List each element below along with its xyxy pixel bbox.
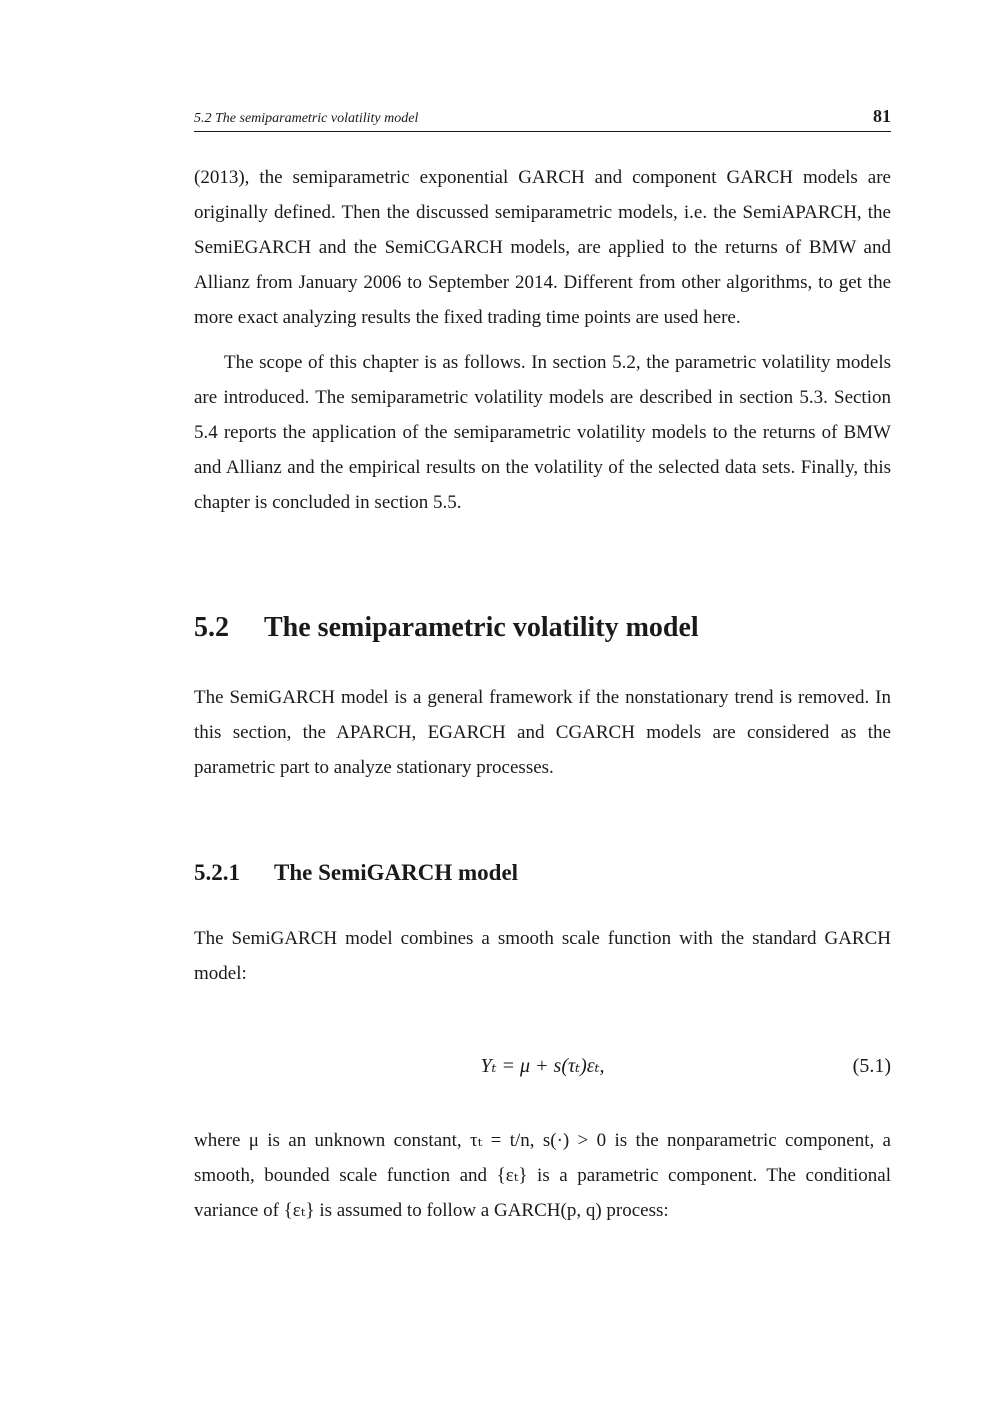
section-heading: [194, 608, 891, 648]
running-title: 5.2 The semiparametric volatility model: [194, 111, 419, 126]
paper-page: [194, 106, 891, 1228]
subsection-heading: [194, 857, 891, 889]
equation-number: (5.1): [852, 1055, 891, 1077]
subsection-number: 5.2.1: [194, 860, 240, 885]
intro-paragraph-2: The scope of this chapter is as follows. In section 5.2, the parametric volatility models are introduced. The semiparametric volatility models are described in section 5.3. Section 5.4 reports the application of the semiparametric volatility models to the returns of BMW and Allianz and the empirical results on the volatility of the selected data sets. Finally, this chapter is concluded in section 5.5.: [194, 352, 891, 513]
page-number: 81: [873, 106, 891, 126]
section-title: The semiparametric volatility model: [264, 612, 699, 643]
section-number: 5.2: [194, 612, 229, 643]
section-paragraph: The SemiGARCH model is a general framework if the nonstationary trend is removed. In this section, the APARCH, EGARCH and CGARCH models are considered as the parametric part to analyze stationary processes.: [194, 687, 891, 778]
subsection-title: The SemiGARCH model: [274, 860, 519, 885]
subsection-paragraph: The SemiGARCH model combines a smooth scale function with the standard GARCH model:: [194, 928, 891, 984]
intro-paragraph-1: (2013), the semiparametric exponential GARCH and component GARCH models are originally defined. Then the discussed semiparametric models, i.e. the SemiAPARCH, the SemiEGARCH and the SemiCGARCH models, are applied to the returns of BMW and Allianz from January 2006 to September 2014. Different from other algorithms, to get the more exact analyzing results the fixed trading time points are used here.: [194, 167, 891, 328]
post-equation-paragraph: where μ is an unknown constant, τₜ = t/n, s(·) > 0 is the nonparametric component, a smooth, bounded scale function and {εₜ} is a parametric component. The conditional variance of {εₜ} is assumed to follow a GARCH(p, q) process:: [194, 1130, 891, 1221]
equation-body: Yₜ = μ + s(τₜ)εₜ,: [480, 1055, 605, 1077]
equation-5-1: [194, 1041, 891, 1091]
running-header: [194, 106, 891, 132]
